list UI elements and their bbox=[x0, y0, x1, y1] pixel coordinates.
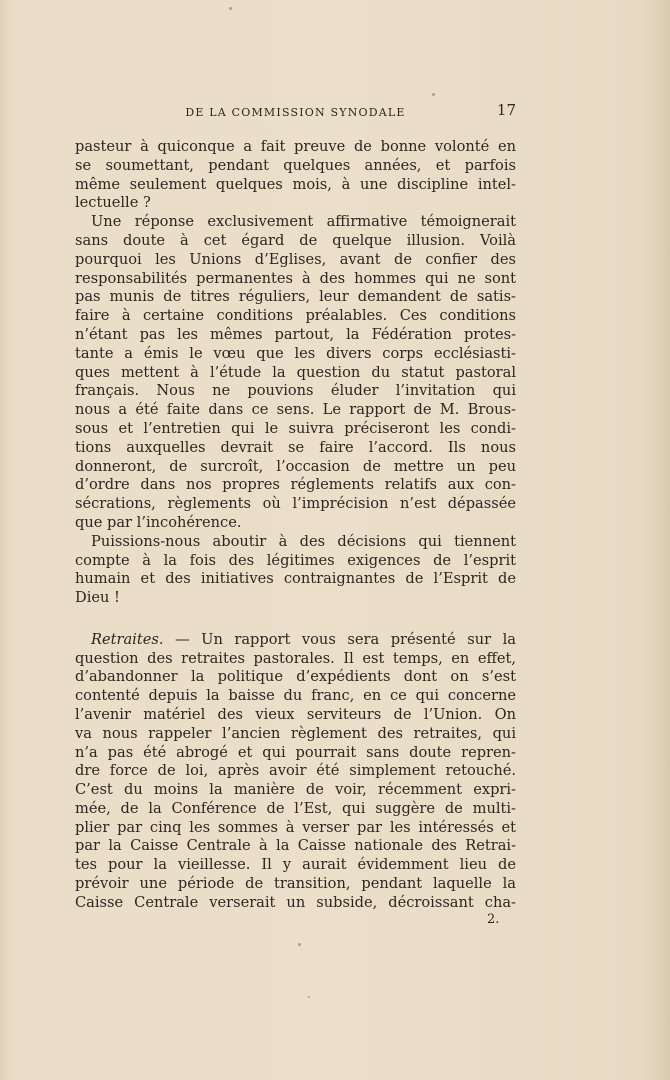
text-line: C’est du moins la manière de voir, récemment expri- bbox=[75, 781, 516, 799]
text-line: mée, de la Conférence de l’Est, qui suggère de multi- bbox=[75, 799, 516, 817]
text-line: Caisse Centrale verserait un subside, décroissant cha- bbox=[75, 893, 516, 911]
text-line: va nous rappeler l’ancien règlement des retraites, qui bbox=[75, 724, 516, 742]
text-line: plier par cinq les sommes à verser par les intéressés et bbox=[75, 818, 516, 836]
signature-mark: 2. bbox=[487, 912, 500, 927]
section-heading-retraites: Retraites. bbox=[91, 630, 164, 648]
text-line: même seulement quelques mois, à une discipline intel- bbox=[75, 175, 516, 193]
text-line: se soumettant, pendant quelques années, et parfois bbox=[75, 156, 516, 174]
text-line: tions auxquelles devrait se faire l’accord. Ils nous bbox=[75, 438, 516, 456]
paper-speck bbox=[298, 943, 301, 946]
running-head: DE LA COMMISSION SYNODALE bbox=[185, 106, 406, 119]
text-line: Dieu ! bbox=[75, 589, 120, 607]
page-header bbox=[75, 101, 516, 121]
text-line: donneront, de surcroît, l’occasion de mettre un peu bbox=[75, 457, 516, 475]
text-line bbox=[75, 631, 516, 650]
text-line: sans doute à cet égard de quelque illusion. Voilà bbox=[75, 231, 516, 249]
text-line: contenté depuis la baisse du franc, en ce qui concerne bbox=[75, 687, 516, 705]
text-line: l’avenir matériel des vieux serviteurs de l’Union. On bbox=[75, 705, 516, 723]
paper-speck bbox=[432, 93, 435, 96]
text-line: faire à certaine conditions préalables. Ces conditions bbox=[75, 307, 516, 325]
paragraph-gap bbox=[75, 608, 516, 627]
text-line: pasteur à quiconque a fait preuve de bonne volonté en bbox=[75, 138, 516, 155]
text-line: pas munis de titres réguliers, leur demandent de satis- bbox=[75, 288, 516, 306]
text-line: compte à la fois des légitimes exigences de l’esprit bbox=[75, 551, 516, 569]
text-line: tes pour la vieillesse. Il y aurait évidemment lieu de bbox=[75, 856, 516, 874]
text-line: nous a été faite dans ce sens. Le rapport de M. Brous- bbox=[75, 401, 516, 419]
text-line: que par l’incohérence. bbox=[75, 513, 242, 531]
text-line: Puissions-nous aboutir à des décisions qui tiennent bbox=[91, 532, 516, 550]
text-line: d’abandonner la politique d’expédients dont on s’est bbox=[75, 668, 516, 686]
text-line: question des retraites pastorales. Il est temps, en effet, bbox=[75, 649, 516, 667]
paper-speck bbox=[229, 7, 232, 10]
text-line: sécrations, règlements où l’imprécision n’est dépassée bbox=[75, 495, 516, 513]
text-line: tante a émis le vœu que les divers corps ecclésiasti- bbox=[75, 344, 516, 362]
text-line: lectuelle ? bbox=[75, 194, 151, 212]
text-line: n’étant pas les mêmes partout, la Fédération protes- bbox=[75, 325, 516, 343]
text-line: ques mettent à l’étude la question du statut pastoral bbox=[75, 363, 516, 381]
section-heading-text: — Un rapport vous sera présenté sur la bbox=[163, 630, 516, 648]
text-line: Une réponse exclusivement affirmative témoignerait bbox=[91, 213, 516, 231]
text-line: français. Nous ne pouvions éluder l’invitation qui bbox=[75, 382, 516, 400]
text-line: sous et l’entretien qui le suivra préciseront les condi- bbox=[75, 419, 516, 437]
text-line: n’a pas été abrogé et qui pourrait sans doute repren- bbox=[75, 743, 516, 761]
text-line: humain et des initiatives contraignantes de l’Esprit de bbox=[75, 570, 516, 588]
text-line: par la Caisse Centrale à la Caisse nationale des Retrai- bbox=[75, 837, 516, 855]
body-text bbox=[75, 138, 516, 913]
text-line: prévoir une période de transition, pendant laquelle la bbox=[75, 875, 516, 893]
page-number: 17 bbox=[496, 101, 516, 119]
text-line: responsabilités permanentes à des hommes qui ne sont bbox=[75, 269, 516, 287]
paper-speck bbox=[308, 996, 310, 998]
text-line: pourquoi les Unions d’Eglises, avant de confier des bbox=[75, 250, 516, 268]
text-line: d’ordre dans nos propres réglements relatifs aux con- bbox=[75, 476, 516, 494]
text-line: dre force de loi, après avoir été simplement retouché. bbox=[75, 762, 516, 780]
